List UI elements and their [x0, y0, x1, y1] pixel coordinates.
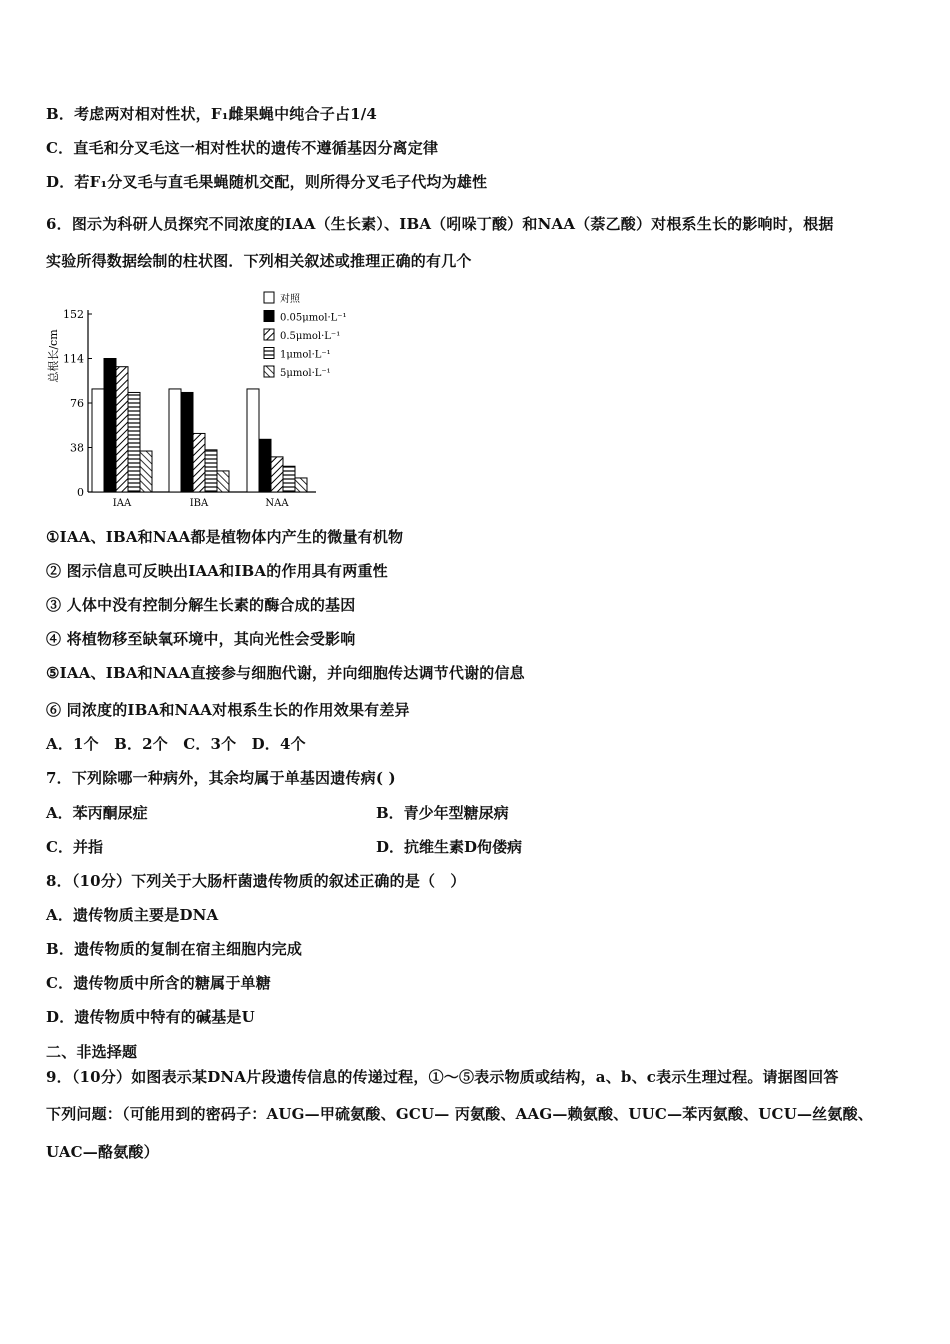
- bar: [104, 359, 116, 493]
- bar: [247, 389, 259, 492]
- q6-stem-line2: 实验所得数据绘制的柱状图．下列相关叙述或推理正确的有几个: [46, 252, 472, 270]
- section-heading: 二、非选择题: [46, 1043, 138, 1061]
- q9-stem-line1: 9．（10分）如图表示某DNA片段遗传信息的传递过程，①～⑤表示物质或结构，a、b、c表示生理过程。请据图回答: [46, 1068, 839, 1086]
- q8-option-b: B．遗传物质的复制在宿主细胞内完成: [46, 940, 303, 958]
- q6-statement-5: ⑤IAA、IBA和NAA直接参与细胞代谢，并向细胞传达调节代谢的信息: [46, 664, 525, 682]
- bar: [140, 451, 152, 492]
- legend-swatch: [264, 329, 274, 340]
- q5-option-c: C．直毛和分叉毛这一相对性状的遗传不遵循基因分离定律: [46, 139, 439, 157]
- x-category-label: NAA: [265, 498, 289, 509]
- bar: [295, 478, 307, 492]
- legend-swatch: [264, 366, 274, 377]
- bar: [259, 439, 271, 492]
- q7-option-d: D．抗维生素D佝偻病: [376, 838, 523, 856]
- bar: [205, 450, 217, 492]
- root-length-bar-chart: [44, 286, 350, 512]
- q6-statement-2: ② 图示信息可反映出IAA和IBA的作用具有两重性: [46, 562, 388, 580]
- q6-options: A．1个 B．2个 C．3个 D．4个: [46, 735, 306, 753]
- x-category-label: IAA: [112, 498, 132, 509]
- q6-statement-1: ①IAA、IBA和NAA都是植物体内产生的微量有机物: [46, 528, 404, 546]
- q6-statement-3: ③ 人体中没有控制分解生长素的酶合成的基因: [46, 596, 356, 614]
- y-tick-label: 114: [63, 352, 84, 366]
- q9-stem-line3: UAC—酪氨酸）: [46, 1143, 159, 1161]
- y-tick-label: 38: [70, 441, 84, 455]
- legend-label: 0.5μmol·L⁻¹: [280, 331, 341, 342]
- q9-stem-line2: 下列问题：（可能用到的密码子：AUG—甲硫氨酸、GCU— 丙氨酸、AAG—赖氨酸、UUC—苯丙氨酸、UCU—丝氨酸、: [46, 1105, 873, 1123]
- legend-swatch: [264, 292, 274, 303]
- y-tick-label: 152: [63, 308, 84, 321]
- q6-stem-line1: 6．图示为科研人员探究不同浓度的IAA（生长素）、IBA（吲哚丁酸）和NAA（萘乙酸）对根系生长的影响时，根据: [46, 215, 834, 233]
- bar: [128, 392, 140, 492]
- bar: [181, 392, 193, 492]
- bar: [283, 466, 295, 492]
- q8-option-d: D．遗传物质中特有的碱基是U: [46, 1008, 255, 1026]
- legend-label: 0.05μmol·L⁻¹: [280, 312, 347, 324]
- chart-svg: [44, 286, 350, 512]
- y-tick-label: 76: [70, 397, 84, 410]
- legend-label: 对照: [280, 294, 300, 305]
- legend-swatch: [264, 311, 274, 322]
- q7-option-c: C．并指: [46, 838, 103, 856]
- legend-label: 5μmol·L⁻¹: [280, 368, 331, 379]
- q7-option-a: A．苯丙酮尿症: [46, 804, 148, 822]
- bar: [271, 457, 283, 492]
- q6-statement-6: ⑥ 同浓度的IBA和NAA对根系生长的作用效果有差异: [46, 701, 410, 719]
- q7-stem: 7．下列除哪一种病外，其余均属于单基因遗传病( ): [46, 769, 396, 787]
- bar: [116, 367, 128, 492]
- bar: [217, 471, 229, 492]
- q6-statement-4: ④ 将植物移至缺氧环境中，其向光性会受影响: [46, 630, 356, 648]
- bar: [92, 389, 104, 492]
- q5-option-d: D．若F₁分叉毛与直毛果蝇随机交配，则所得分叉毛子代均为雄性: [46, 173, 488, 191]
- q8-option-a: A．遗传物质主要是DNA: [46, 906, 219, 924]
- x-category-label: IBA: [189, 498, 209, 509]
- legend-label: 1μmol·L⁻¹: [280, 349, 331, 361]
- q8-option-c: C．遗传物质中所含的糖属于单糖: [46, 974, 271, 992]
- legend-swatch: [264, 348, 274, 359]
- q7-option-b: B．青少年型糖尿病: [376, 804, 509, 822]
- y-tick-label: 0: [77, 486, 84, 499]
- bar: [193, 433, 205, 492]
- bar: [169, 389, 181, 492]
- y-axis-label: 总根长/cm: [47, 329, 60, 383]
- q5-option-b: B．考虑两对相对性状，F₁雌果蝇中纯合子占1/4: [46, 105, 378, 123]
- q8-stem: 8．（10分）下列关于大肠杆菌遗传物质的叙述正确的是（ ）: [46, 872, 466, 890]
